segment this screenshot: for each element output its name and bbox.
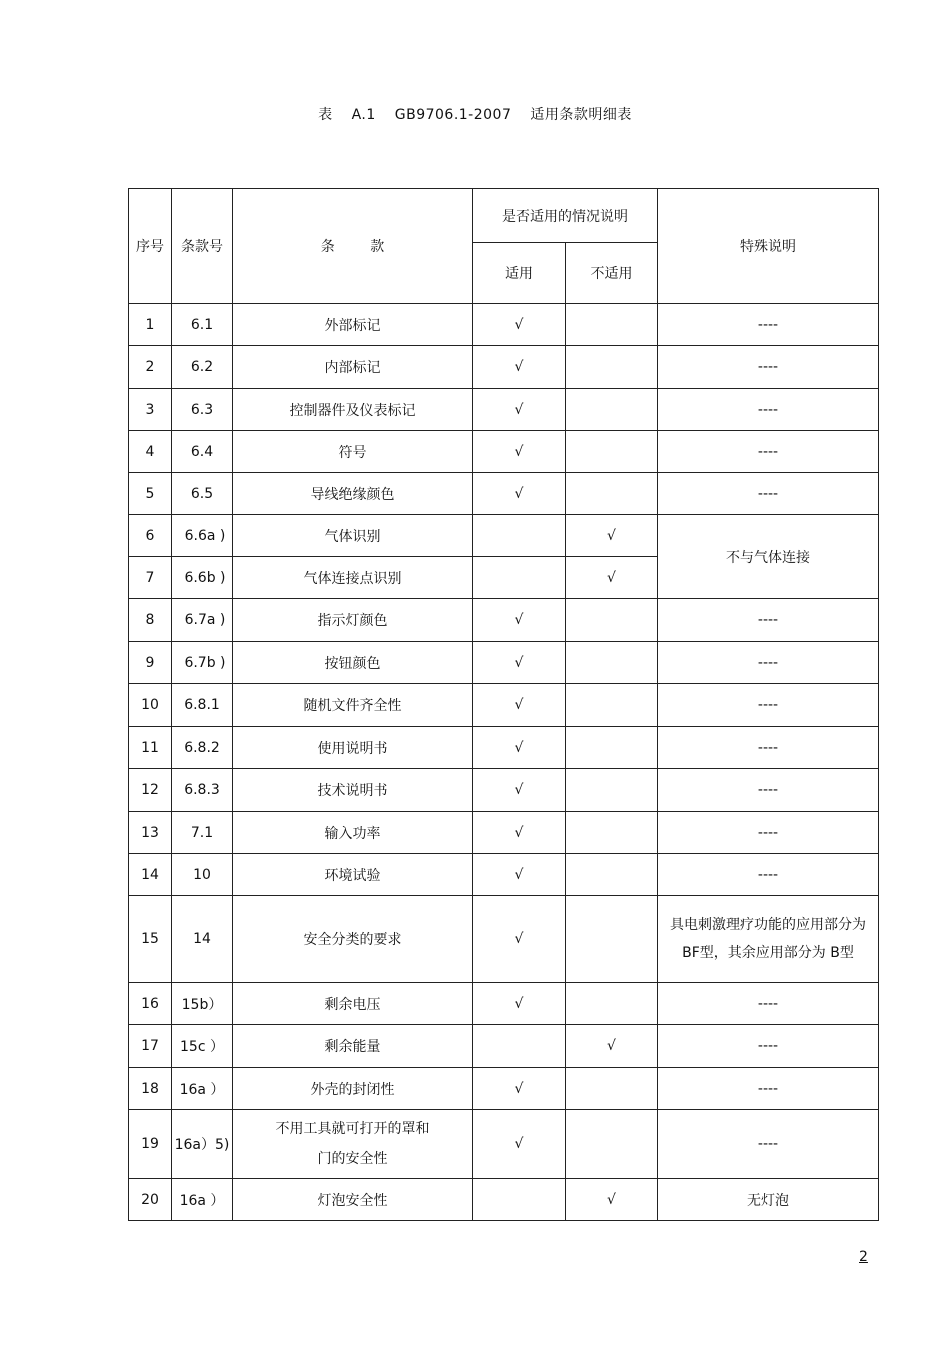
row-not-applicable	[566, 431, 658, 473]
row-seq: 4	[129, 431, 172, 473]
table-row	[129, 854, 879, 896]
table-row	[129, 1025, 879, 1068]
row-not-applicable	[566, 346, 658, 389]
row-not-applicable	[566, 684, 658, 727]
row-clause: 指示灯颜色	[233, 599, 473, 642]
row-clause: 安全分类的要求	[233, 896, 473, 983]
row-clause: 输入功率	[233, 812, 473, 854]
row-clause-no: 6.5	[172, 473, 233, 515]
row-seq: 6	[129, 515, 172, 557]
row-clause: 符号	[233, 431, 473, 473]
row-applicable: √	[473, 389, 566, 431]
row-clause-no: 6.8.3	[172, 769, 233, 812]
table-row	[129, 389, 879, 431]
row-seq: 17	[129, 1025, 172, 1068]
header-special: 特殊说明	[658, 189, 879, 304]
row-not-applicable: √	[566, 1025, 658, 1068]
row-clause-no: 14	[172, 896, 233, 983]
row-clause-no: 15c ）	[172, 1025, 233, 1068]
row-applicable: √	[473, 431, 566, 473]
row-clause: 外部标记	[233, 304, 473, 346]
row-clause: 气体识别	[233, 515, 473, 557]
row-seq: 2	[129, 346, 172, 389]
row-clause: 灯泡安全性	[233, 1179, 473, 1221]
row-seq: 8	[129, 599, 172, 642]
row-applicable: √	[473, 1068, 566, 1110]
table-row	[129, 515, 879, 557]
row-applicable: √	[473, 1110, 566, 1179]
row-applicable: √	[473, 346, 566, 389]
row-clause-no: 6.7a )	[172, 599, 233, 642]
row-not-applicable	[566, 983, 658, 1025]
row-seq: 3	[129, 389, 172, 431]
row-seq: 12	[129, 769, 172, 812]
table-row	[129, 1068, 879, 1110]
row-applicable: √	[473, 983, 566, 1025]
row-applicable: √	[473, 812, 566, 854]
row-not-applicable: √	[566, 515, 658, 557]
row-not-applicable	[566, 304, 658, 346]
row-clause: 剩余能量	[233, 1025, 473, 1068]
row-note: ----	[658, 684, 879, 727]
row-clause-no: 16a ）	[172, 1068, 233, 1110]
table-row	[129, 727, 879, 769]
row-clause: 导线绝缘颜色	[233, 473, 473, 515]
row-applicable: √	[473, 854, 566, 896]
row-seq: 1	[129, 304, 172, 346]
row-clause-no: 6.2	[172, 346, 233, 389]
page-number: 2	[859, 1249, 868, 1265]
row-not-applicable: √	[566, 1179, 658, 1221]
table-row	[129, 983, 879, 1025]
row-clause-no: 7.1	[172, 812, 233, 854]
table-row	[129, 1110, 879, 1179]
row-clause: 控制器件及仪表标记	[233, 389, 473, 431]
row-applicable	[473, 1025, 566, 1068]
header-clause: 条 款	[233, 189, 473, 304]
row-note: ----	[658, 812, 879, 854]
row-clause-no: 6.3	[172, 389, 233, 431]
row-note: ----	[658, 1025, 879, 1068]
row-applicable: √	[473, 684, 566, 727]
row-clause-no: 15b）	[172, 983, 233, 1025]
row-applicable: √	[473, 473, 566, 515]
row-note: ----	[658, 642, 879, 684]
row-applicable: √	[473, 599, 566, 642]
row-note: ----	[658, 431, 879, 473]
row-clause: 技术说明书	[233, 769, 473, 812]
row-applicable: √	[473, 727, 566, 769]
row-not-applicable	[566, 599, 658, 642]
row-note: 无灯泡	[658, 1179, 879, 1221]
header-clause-no: 条款号	[172, 189, 233, 304]
row-seq: 19	[129, 1110, 172, 1179]
row-clause: 使用说明书	[233, 727, 473, 769]
row-seq: 9	[129, 642, 172, 684]
table-row	[129, 812, 879, 854]
row-note: ----	[658, 346, 879, 389]
table-row	[129, 431, 879, 473]
table-row	[129, 769, 879, 812]
row-not-applicable	[566, 642, 658, 684]
table-row	[129, 1179, 879, 1221]
row-note: 不与气体连接	[658, 515, 879, 599]
row-seq: 20	[129, 1179, 172, 1221]
row-not-applicable	[566, 854, 658, 896]
row-applicable: √	[473, 304, 566, 346]
table-row	[129, 642, 879, 684]
row-clause: 按钮颜色	[233, 642, 473, 684]
row-clause-no: 6.8.1	[172, 684, 233, 727]
row-seq: 7	[129, 557, 172, 599]
table-row	[129, 599, 879, 642]
header-applicable: 适用	[473, 243, 566, 304]
row-clause: 剩余电压	[233, 983, 473, 1025]
row-note: ----	[658, 854, 879, 896]
row-seq: 11	[129, 727, 172, 769]
header-seq: 序号	[129, 189, 172, 304]
row-clause: 环境试验	[233, 854, 473, 896]
row-not-applicable	[566, 812, 658, 854]
row-note: ----	[658, 1110, 879, 1179]
row-note: ----	[658, 727, 879, 769]
table-row	[129, 684, 879, 727]
row-seq: 5	[129, 473, 172, 515]
row-clause-no: 6.6a )	[172, 515, 233, 557]
row-clause: 不用工具就可打开的罩和门的安全性	[233, 1110, 473, 1179]
table-row	[129, 473, 879, 515]
row-seq: 16	[129, 983, 172, 1025]
row-clause-no: 6.4	[172, 431, 233, 473]
row-clause: 气体连接点识别	[233, 557, 473, 599]
row-applicable: √	[473, 896, 566, 983]
row-clause-no: 6.6b )	[172, 557, 233, 599]
row-applicable	[473, 1179, 566, 1221]
row-not-applicable	[566, 473, 658, 515]
row-not-applicable: √	[566, 557, 658, 599]
row-clause-no: 6.7b )	[172, 642, 233, 684]
row-not-applicable	[566, 896, 658, 983]
row-clause-no: 6.1	[172, 304, 233, 346]
row-clause: 内部标记	[233, 346, 473, 389]
row-applicable: √	[473, 642, 566, 684]
row-note: ----	[658, 1068, 879, 1110]
row-not-applicable	[566, 769, 658, 812]
row-note: ----	[658, 769, 879, 812]
row-clause-no: 16a ）	[172, 1179, 233, 1221]
row-note: ----	[658, 389, 879, 431]
table-row	[129, 896, 879, 983]
row-not-applicable	[566, 389, 658, 431]
row-note: ----	[658, 983, 879, 1025]
row-seq: 14	[129, 854, 172, 896]
row-applicable	[473, 557, 566, 599]
row-note: ----	[658, 473, 879, 515]
row-clause-no: 6.8.2	[172, 727, 233, 769]
row-applicable	[473, 515, 566, 557]
row-clause-no: 16a）5)	[172, 1110, 233, 1179]
row-note: ----	[658, 599, 879, 642]
row-not-applicable	[566, 1068, 658, 1110]
clause-table	[128, 188, 879, 1221]
row-note: ----	[658, 304, 879, 346]
table-title: 表 A.1 GB9706.1-2007 适用条款明细表	[318, 107, 632, 123]
row-seq: 18	[129, 1068, 172, 1110]
row-not-applicable	[566, 727, 658, 769]
row-seq: 10	[129, 684, 172, 727]
row-not-applicable	[566, 1110, 658, 1179]
row-seq: 13	[129, 812, 172, 854]
header-not-applicable: 不适用	[566, 243, 658, 304]
table-row	[129, 304, 879, 346]
row-clause: 随机文件齐全性	[233, 684, 473, 727]
row-note: 具电刺激理疗功能的应用部分为 BF型，其余应用部分为 B型	[658, 896, 879, 983]
header-applicability: 是否适用的情况说明	[473, 189, 658, 243]
row-clause: 外壳的封闭性	[233, 1068, 473, 1110]
row-seq: 15	[129, 896, 172, 983]
row-clause-no: 10	[172, 854, 233, 896]
row-applicable: √	[473, 769, 566, 812]
table-row	[129, 346, 879, 389]
